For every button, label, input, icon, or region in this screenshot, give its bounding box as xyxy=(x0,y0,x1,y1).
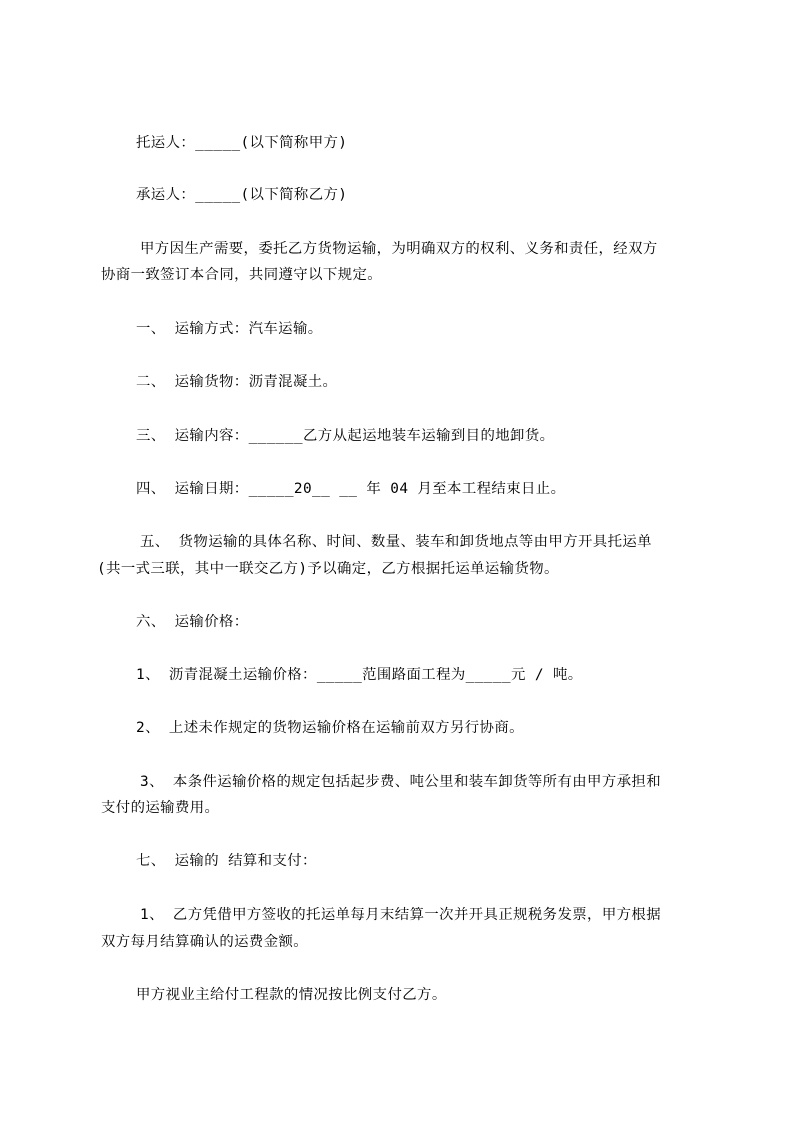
clause-6: 六、 运输价格： xyxy=(136,614,249,630)
clause-6-item-3-line-1: 3、 本条件运输价格的规定包括起步费、吨公里和装车卸货等所有由甲方承担和 xyxy=(140,774,662,790)
clause-1: 一、 运输方式：汽车运输。 xyxy=(136,321,323,337)
clause-7: 七、 运输的 结算和支付： xyxy=(136,853,317,869)
clause-7-item-1-line-2: 双方每月结算确认的运费金额。 xyxy=(101,934,309,950)
clause-6-item-2: 2、 上述未作规定的货物运输价格在运输前双方另行协商。 xyxy=(136,720,524,736)
carrier-line: 承运人：_____(以下简称乙方) xyxy=(136,187,348,203)
consignor-line: 托运人：_____(以下简称甲方) xyxy=(136,135,348,151)
clause-3: 三、 运输内容：______乙方从起运地装车运输到目的地卸货。 xyxy=(136,428,555,444)
clause-2: 二、 运输货物：沥青混凝土。 xyxy=(136,374,338,390)
preamble-line-1: 甲方因生产需要，委托乙方货物运输，为明确双方的权利、义务和责任，经双方 xyxy=(140,241,658,257)
preamble-line-2: 协商一致签订本合同，共同遵守以下规定。 xyxy=(101,267,383,283)
clause-7-item-1-line-1: 1、 乙方凭借甲方签收的托运单每月末结算一次并开具正规税务发票，甲方根据 xyxy=(140,907,662,923)
clause-5-line-2: (共一式三联，其中一联交乙方)予以确定，乙方根据托运单运输货物。 xyxy=(97,561,559,577)
clause-5-line-1: 五、 货物运输的具体名称、时间、数量、装车和卸货地点等由甲方开具托运单 xyxy=(140,534,652,550)
clause-7-note: 甲方视业主给付工程款的情况按比例支付乙方。 xyxy=(136,987,447,1003)
clause-6-item-3-line-2: 支付的运输费用。 xyxy=(101,800,220,816)
clause-6-item-1: 1、 沥青混凝土运输价格：_____范围路面工程为_____元 / 吨。 xyxy=(136,667,583,683)
clause-4: 四、 运输日期：_____20__ __ 年 04 月至本工程结束日止。 xyxy=(136,481,566,497)
